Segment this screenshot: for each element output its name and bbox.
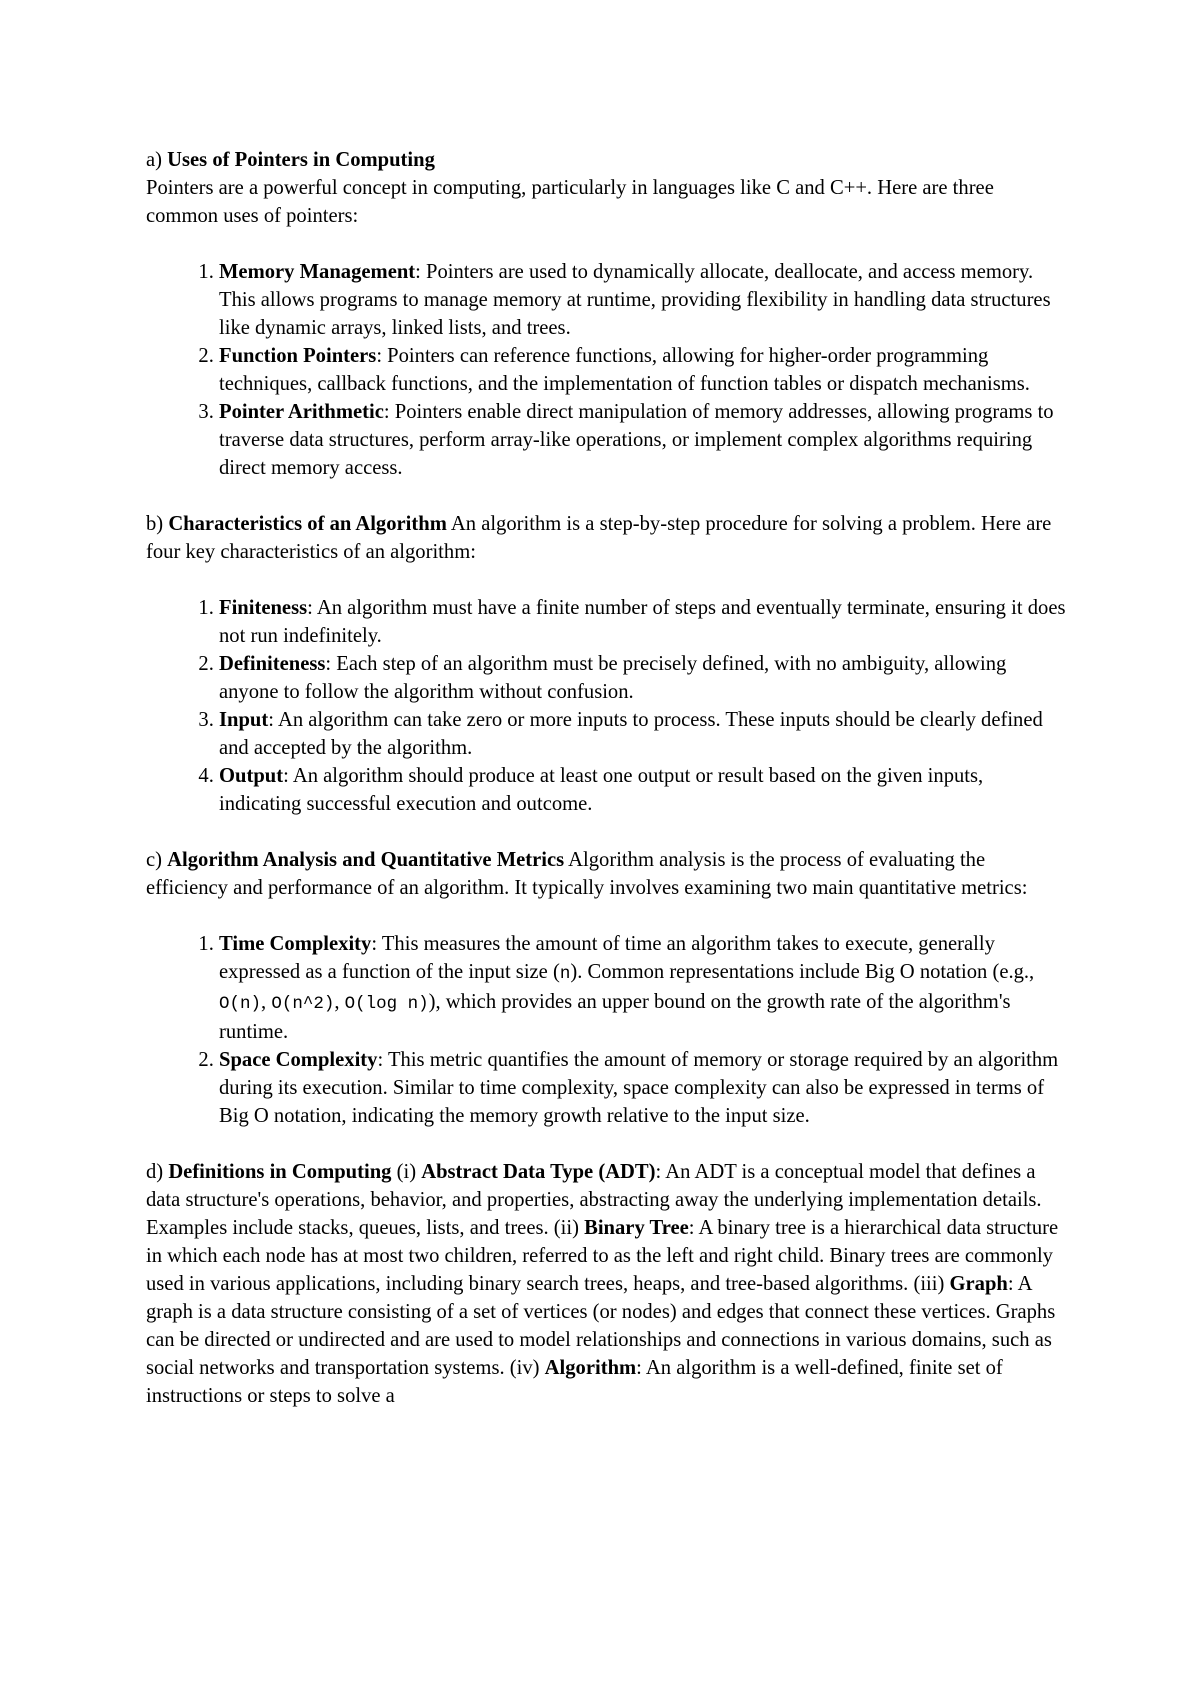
section-c [146,846,1066,1130]
list-item-term: Time Complexity [219,933,372,955]
list-item-term: Finiteness [219,597,308,619]
list-item [219,398,1066,482]
list-item-text: : Pointers are used to dynamically allocate, deallocate, and access memory. This allows programs to manage memory at runtime, providing flexibility in handling data structures like dynamic arrays, linked lists, and trees. [219,261,1051,339]
section-a-list [146,258,1066,482]
list-item [219,650,1066,706]
list-item [219,1046,1066,1130]
section-d-prefix: d) [146,1161,169,1183]
list-item-text: , [261,991,272,1013]
adt-text: : An ADT is a conceptual model that defines a data structure's operations, behavior, and properties, abstracting away the underlying implementation details. Examples include stacks, queues, lists, and trees. (ii) [146,1161,1042,1239]
list-item [219,594,1066,650]
list-item-term: Function Pointers [219,345,377,367]
list-item-term: Definiteness [219,653,326,675]
section-c-list [146,930,1066,1130]
binary-tree-term: Binary Tree [584,1217,689,1239]
section-a-title: Uses of Pointers in Computing [167,149,435,171]
list-item-text: : An algorithm must have a finite number of steps and eventually terminate, ensuring it does not run indefinitely. [219,597,1066,647]
list-item-text: ). Common representations include Big O notation (e.g., [570,961,1035,983]
section-b-list [146,594,1066,818]
list-item-text: : This metric quantifies the amount of memory or storage required by an algorithm during its execution. Similar to time complexity, space complexity can also be expressed in terms of Big O notation, indicating the memory growth relative to the input size. [219,1049,1059,1127]
section-b-title: Characteristics of an Algorithm [168,513,447,535]
list-item-text: : Pointers can reference functions, allowing for higher-order programming techniques, callback functions, and the implementation of function tables or dispatch mechanisms. [219,345,1030,395]
list-item-text: : This measures the amount of time an algorithm takes to execute, generally expressed as a function of the input size ( [219,933,995,983]
algorithm-term: Algorithm [544,1357,637,1379]
section-a [146,146,1066,482]
section-c-paragraph [146,846,1066,902]
section-b-intro: An algorithm is a step-by-step procedure for solving a problem. Here are four key characteristics of an algorithm: [146,513,1052,563]
graph-text: : A graph is a data structure consisting of a set of vertices (or nodes) and edges that connect these vertices. Graphs can be directed or undirected and are used to model relationships and connections in various domains, such as social networks and transportation systems. (iv) [146,1273,1056,1379]
code-inline: O(n^2) [271,994,335,1014]
list-item [219,706,1066,762]
document-page [146,146,1066,1438]
code-inline: O(log n) [344,994,429,1014]
algorithm-text: : An algorithm is a well-defined, finite set of instructions or steps to solve a [146,1357,1003,1407]
code-inline: O(n) [219,994,262,1014]
section-d-i-label: (i) [391,1161,422,1183]
list-item-text: : Pointers enable direct manipulation of memory addresses, allowing programs to traverse data structures, perform array-like operations, or implement complex algorithms requiring direct memory access. [219,401,1054,479]
list-item-term: Input [219,709,269,731]
section-d [146,1158,1066,1410]
list-item [219,258,1066,342]
list-item-text: ), which provides an upper bound on the growth rate of the algorithm's runtime. [219,991,1011,1043]
graph-term: Graph [949,1273,1008,1295]
list-item-text: , [334,991,345,1013]
section-b-paragraph [146,510,1066,566]
code-inline: n [559,964,571,984]
section-b-prefix: b) [146,513,169,535]
list-item-term: Space Complexity [219,1049,378,1071]
list-item-term: Output [219,765,284,787]
binary-tree-text: : A binary tree is a hierarchical data structure in which each node has at most two children, referred to as the left and right child. Binary trees are commonly used in various applications, including binary search trees, heaps, and tree-based algorithms. (iii) [146,1217,1059,1295]
list-item [219,930,1066,1046]
section-c-title: Algorithm Analysis and Quantitative Metrics [167,849,565,871]
section-d-title: Definitions in Computing [168,1161,392,1183]
section-a-prefix: a) [146,149,168,171]
list-item-text: : Each step of an algorithm must be precisely defined, with no ambiguity, allowing anyone to follow the algorithm without confusion. [219,653,1007,703]
section-c-intro: Algorithm analysis is the process of evaluating the efficiency and performance of an algorithm. It typically involves examining two main quantitative metrics: [146,849,1028,899]
section-c-prefix: c) [146,849,168,871]
section-b [146,510,1066,818]
list-item [219,342,1066,398]
list-item-text: : An algorithm can take zero or more inputs to process. These inputs should be clearly defined and accepted by the algorithm. [219,709,1043,759]
list-item-term: Memory Management [219,261,416,283]
section-d-paragraph [146,1158,1066,1410]
adt-term: Abstract Data Type (ADT) [421,1161,656,1183]
list-item [219,762,1066,818]
list-item-text: : An algorithm should produce at least one output or result based on the given inputs, indicating successful execution and outcome. [219,765,984,815]
section-a-heading [146,146,1066,174]
section-a-intro: Pointers are a powerful concept in computing, particularly in languages like C and C++. Here are three common uses of pointers: [146,177,994,227]
list-item-term: Pointer Arithmetic [219,401,384,423]
